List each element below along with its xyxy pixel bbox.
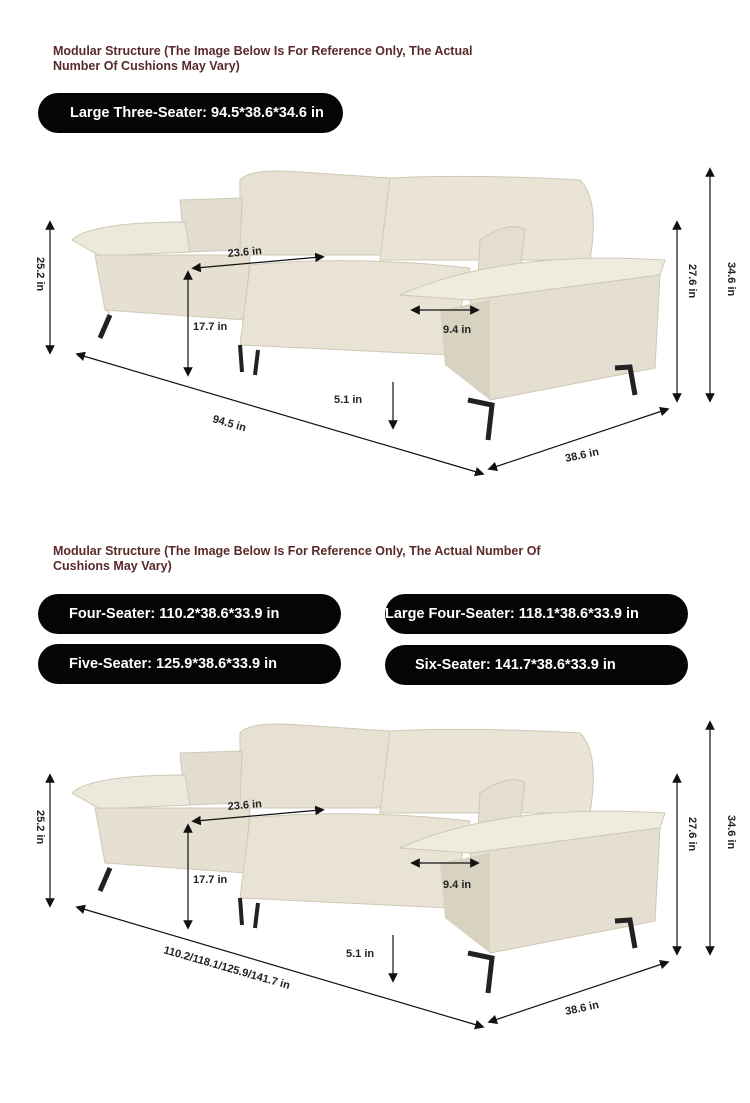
pill-label: Five-Seater: 125.9*38.6*33.9 in [69, 656, 277, 672]
sofa-diagram-2 [0, 713, 750, 1043]
dim-depth: 38.6 in [564, 999, 601, 1018]
dim-arm-width: 9.4 in [443, 879, 472, 891]
dim-leg-height: 5.1 in [334, 394, 363, 406]
size-pill-four-seater [38, 594, 341, 634]
dim-back-height: 27.6 in [686, 264, 698, 299]
dim-length: 110.2/118.1/125.9/141.7 in [162, 944, 292, 992]
dim-arm-width: 9.4 in [443, 324, 472, 336]
pill-label: Large Three-Seater: 94.5*38.6*34.6 in [70, 105, 324, 121]
size-pill-large-four-seater [385, 594, 688, 634]
dim-back-depth: 23.6 in [227, 798, 263, 813]
size-pill-six-seater [385, 645, 688, 685]
dim-arm-height: 25.2 in [34, 257, 46, 292]
dim-back-height: 27.6 in [686, 817, 698, 852]
dim-depth: 38.6 in [564, 446, 601, 465]
sofa-illustration [72, 171, 665, 440]
size-pill-large-three-seater [38, 93, 343, 133]
sofa-diagram-1 [0, 160, 750, 490]
size-pill-five-seater [38, 644, 341, 684]
dim-total-height: 34.6 in [725, 262, 737, 297]
pill-label: Large Four-Seater: 118.1*38.6*33.9 in [385, 606, 639, 622]
pill-label: Four-Seater: 110.2*38.6*33.9 in [69, 606, 280, 622]
pill-label: Six-Seater: 141.7*38.6*33.9 in [415, 657, 616, 673]
dim-seat-height: 17.7 in [193, 874, 228, 886]
dim-back-depth: 23.6 in [227, 245, 263, 260]
dim-seat-height: 17.7 in [193, 321, 228, 333]
modular-structure-note: Modular Structure (The Image Below Is For Reference Only, The Actual Number Of Cushions May Vary) [53, 44, 473, 73]
dim-leg-height: 5.1 in [346, 948, 375, 960]
dim-arm-height: 25.2 in [34, 810, 46, 845]
modular-structure-note-2: Modular Structure (The Image Below Is For Reference Only, The Actual Number Of Cushions May Vary) [53, 544, 541, 573]
dim-length: 94.5 in [211, 413, 248, 435]
dim-total-height: 34.6 in [725, 815, 737, 850]
